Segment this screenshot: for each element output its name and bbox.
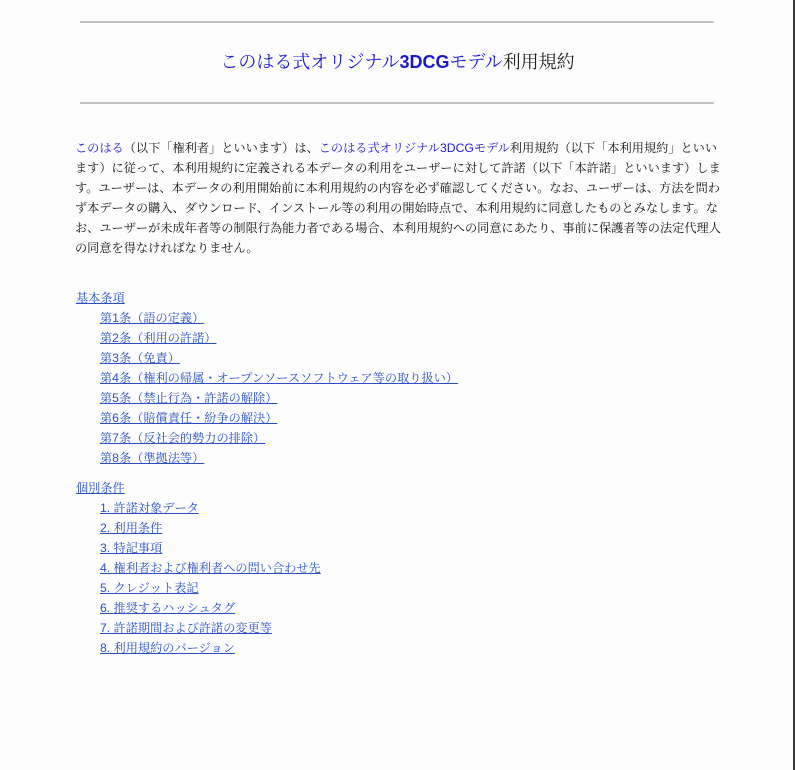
toc-link-basic-terms[interactable]: 基本条項 — [76, 291, 125, 305]
toc-link-condition-7[interactable]: 7. 許諾期間および許諾の変更等 — [100, 621, 272, 635]
toc-link-condition-3[interactable]: 3. 特記事項 — [100, 541, 163, 555]
toc-link-condition-5[interactable]: 5. クレジット表記 — [100, 581, 199, 595]
title-model-suffix: モデル — [449, 52, 503, 72]
toc-gap — [76, 468, 458, 478]
toc-link-condition-6[interactable]: 6. 推奨するハッシュタグ — [100, 601, 236, 615]
toc-link-condition-4[interactable]: 4. 権利者および権利者への問い合わせ先 — [100, 561, 321, 575]
table-of-contents — [76, 288, 458, 658]
toc-link-article-8[interactable]: 第8条（準拠法等） — [100, 451, 205, 465]
toc-link-article-4[interactable]: 第4条（権利の帰属・オープンソースソフトウェア等の取り扱い） — [100, 371, 459, 385]
top-divider — [80, 21, 714, 23]
intro-text-2: 利用規約（以下「本利用規約」といいます）に従って、本利用規約に定義される本データの利用をユーザーに対して許諾（以下「本許諾」といいます）します。ユーザーは、本データの利用開始前に本利用規約の内容を必ず確認してください。なお、ユーザーは、方法を問わず本データの購入、ダウンロード、インストール等の利用の開始時点で、本利用規約に同意したものとみなします。なお、ユーザーが未成年者等の制限行為能力者である場合、本利用規約への同意にあたり、事前に保護者等の法定代理人の同意を得なければなりません。 — [75, 141, 721, 255]
toc-link-article-6[interactable]: 第6条（賠償責任・紛争の解決） — [100, 411, 278, 425]
bottom-divider — [80, 102, 714, 104]
page-title — [0, 50, 795, 74]
toc-link-condition-8[interactable]: 8. 利用規約のバージョン — [100, 641, 235, 655]
licensor-name: このはる — [75, 141, 124, 155]
toc-link-individual-terms[interactable]: 個別条件 — [76, 481, 125, 495]
intro-text-1: （以下「権利者」といいます）は、 — [123, 141, 319, 155]
toc-section-individual — [76, 478, 458, 658]
title-terms: 利用規約 — [502, 52, 575, 72]
toc-link-article-2[interactable]: 第2条（利用の許諾） — [100, 331, 217, 345]
toc-link-condition-2[interactable]: 2. 利用条件 — [100, 521, 163, 535]
toc-link-article-5[interactable]: 第5条（禁止行為・許諾の解除） — [100, 391, 278, 405]
toc-section-basic — [76, 288, 458, 468]
model-name: このはる式オリジナル3DCGモデル — [318, 141, 510, 155]
toc-link-article-3[interactable]: 第3条（免責） — [100, 351, 180, 365]
title-3dcg: 3DCG — [399, 52, 450, 72]
toc-link-article-7[interactable]: 第7条（反社会的勢力の排除） — [100, 431, 266, 445]
title-model-name: このはる式オリジナル — [220, 52, 400, 72]
toc-link-article-1[interactable]: 第1条（語の定義） — [100, 311, 205, 325]
toc-link-condition-1[interactable]: 1. 許諾対象データ — [100, 501, 199, 515]
intro-paragraph — [75, 138, 725, 258]
